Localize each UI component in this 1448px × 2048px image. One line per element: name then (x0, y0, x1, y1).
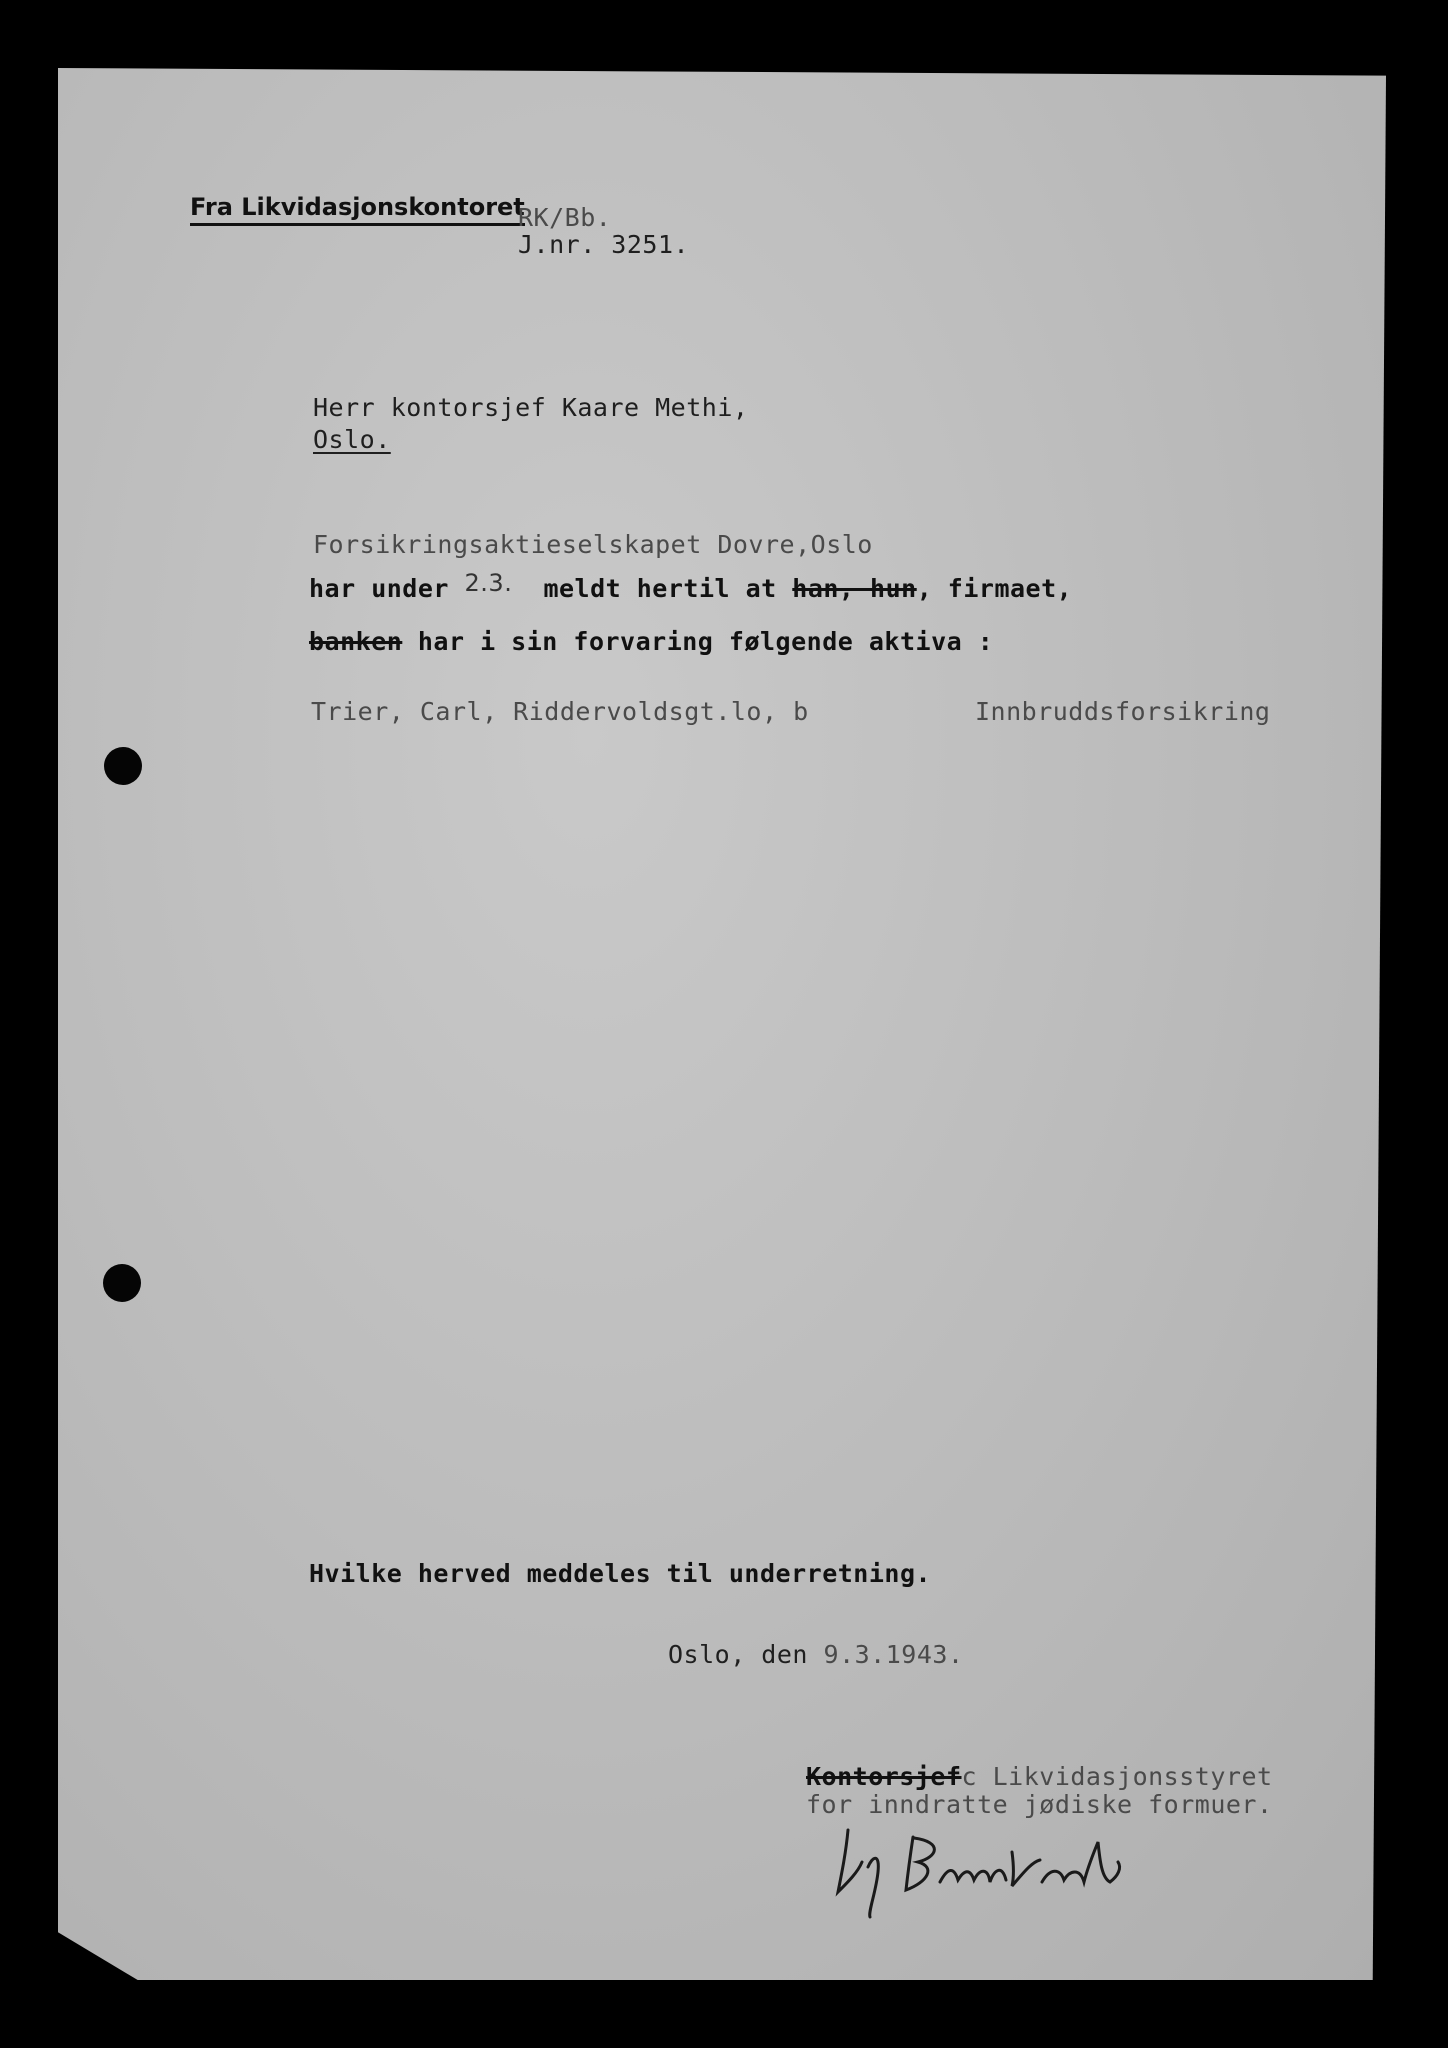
signature-block-line2: for inndratte jødiske formuer. (806, 1790, 1273, 1819)
struck-title: Kontorsjef (806, 1762, 962, 1791)
office-stamp: Fra Likvidasjonskontoret (190, 193, 525, 226)
notice-line: Hvilke herved meddeles til underretning. (309, 1559, 932, 1588)
handwritten-date: 2.3. (464, 569, 513, 597)
assets-rest: har i sin forvaring følgende aktiva : (417, 627, 994, 656)
report-line (309, 569, 1073, 603)
punch-hole-top (104, 747, 142, 785)
authority-name: c Likvidasjonsstyret (961, 1762, 1273, 1791)
struck-banken: banken (309, 627, 403, 656)
punch-hole-bottom (103, 1264, 141, 1302)
report-suffix: , firmaet, (916, 574, 1073, 603)
report-prefix: har under (309, 574, 449, 603)
asset-item-name: Trier, Carl, Riddervoldsgt.lo, b (311, 697, 809, 726)
recipient-name: Herr kontorsjef Kaare Methi, (313, 393, 749, 422)
signature-block-line1 (806, 1762, 1273, 1791)
reference-code: RK/Bb. (518, 203, 612, 232)
letter-date: 9.3.1943. (823, 1640, 964, 1669)
assets-line (309, 627, 993, 656)
asset-item-type: Innbruddsforsikring (975, 697, 1271, 726)
place-date (668, 1640, 964, 1669)
place-date-prefix: Oslo, den (668, 1640, 808, 1669)
journal-number: J.nr. 3251. (518, 230, 690, 259)
company-name: Forsikringsaktieselskapet Dovre,Oslo (313, 530, 873, 559)
paper-sheet (58, 68, 1386, 1980)
report-mid: meldt hertil at (543, 574, 777, 603)
handwritten-signature (818, 1812, 1138, 1922)
struck-pronouns: han, hun (792, 574, 917, 603)
recipient-city: Oslo. (313, 425, 391, 454)
